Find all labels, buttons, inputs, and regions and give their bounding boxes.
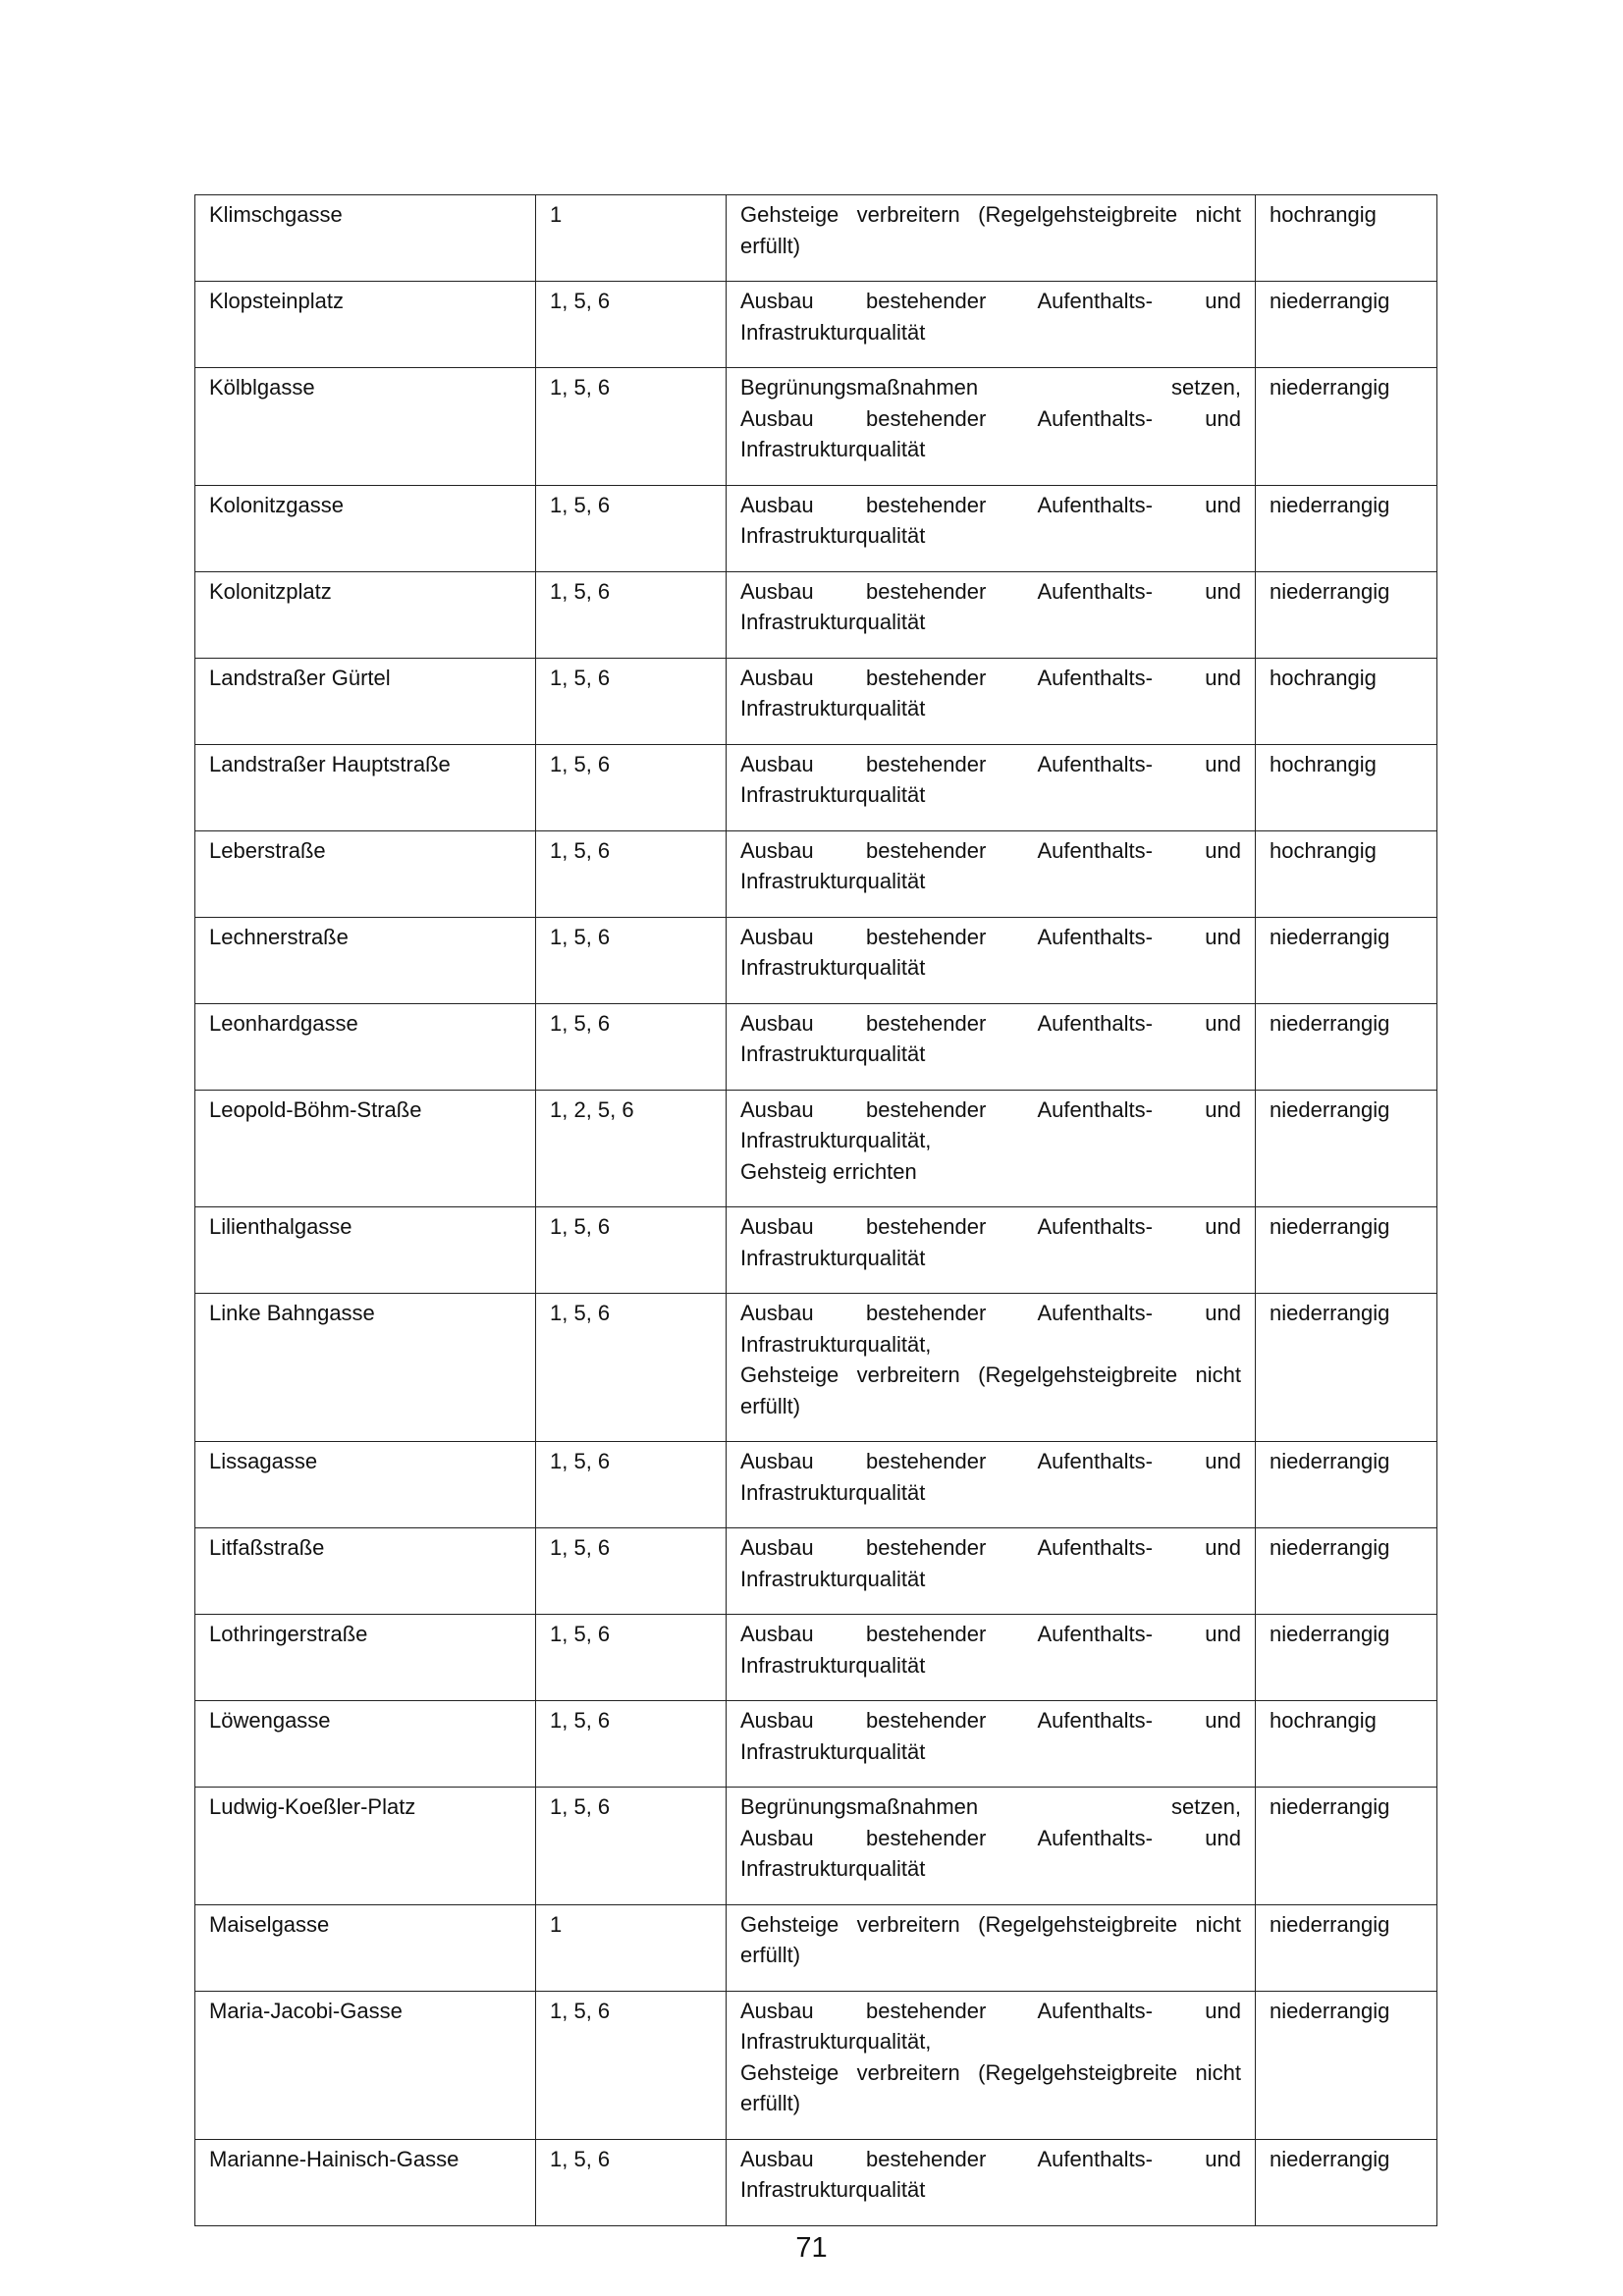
- criteria-codes-cell: 1, 5, 6: [536, 917, 727, 1003]
- street-name-cell: Lilienthalgasse: [195, 1207, 536, 1294]
- measure-line: Ausbau bestehender Aufenthalts- und: [740, 924, 1241, 949]
- measure-line: Ausbau bestehender Aufenthalts- und: [740, 289, 1241, 313]
- measure-line: Infrastrukturqualität,: [740, 1331, 932, 1357]
- street-name-cell: Leberstraße: [195, 830, 536, 917]
- measures-cell: [727, 282, 1256, 368]
- priority-cell: niederrangig: [1256, 1207, 1437, 1294]
- priority-cell: niederrangig: [1256, 1991, 1437, 2139]
- criteria-codes-cell: 1, 5, 6: [536, 1294, 727, 1442]
- measure-line: erfüllt): [740, 2091, 801, 2115]
- measure-line: erfüllt): [740, 1943, 801, 1967]
- measure-line: Ausbau bestehender Aufenthalts- und: [740, 2146, 1241, 2171]
- priority-cell: niederrangig: [1256, 1615, 1437, 1701]
- street-name-cell: Lothringerstraße: [195, 1615, 536, 1701]
- measure-line: Begrünungsmaßnahmen setzen,: [740, 1794, 1241, 1819]
- measure-line: Infrastrukturqualität: [740, 869, 926, 893]
- measure-line: Ausbau bestehender Aufenthalts- und: [740, 1096, 1241, 1122]
- table-row: [195, 1003, 1437, 1090]
- measure-line: Infrastrukturqualität: [740, 1738, 926, 1764]
- measure-line: Infrastrukturqualität: [740, 782, 926, 807]
- measures-cell: [727, 485, 1256, 571]
- street-name-cell: Linke Bahngasse: [195, 1294, 536, 1442]
- criteria-codes-cell: 1, 5, 6: [536, 571, 727, 658]
- street-name-cell: Lechnerstraße: [195, 917, 536, 1003]
- measures-cell: [727, 1207, 1256, 1294]
- priority-cell: hochrangig: [1256, 1701, 1437, 1788]
- street-name-cell: Lissagasse: [195, 1442, 536, 1528]
- measures-cell: [727, 1528, 1256, 1615]
- criteria-codes-cell: 1, 5, 6: [536, 1528, 727, 1615]
- street-name-cell: Löwengasse: [195, 1701, 536, 1788]
- measure-line: Ausbau bestehender Aufenthalts- und: [740, 1535, 1241, 1560]
- criteria-codes-cell: 1: [536, 1904, 727, 1991]
- criteria-codes-cell: 1, 5, 6: [536, 1991, 727, 2139]
- table-row: [195, 1788, 1437, 1905]
- measure-line: Infrastrukturqualität: [740, 319, 926, 345]
- priority-cell: niederrangig: [1256, 368, 1437, 486]
- street-name-cell: Maria-Jacobi-Gasse: [195, 1991, 536, 2139]
- measure-line: Ausbau bestehender Aufenthalts- und: [740, 1449, 1241, 1473]
- measures-table: [194, 194, 1437, 2226]
- measure-line: Ausbau bestehender Aufenthalts- und: [740, 1708, 1241, 1733]
- priority-cell: niederrangig: [1256, 1090, 1437, 1207]
- criteria-codes-cell: 1, 5, 6: [536, 2139, 727, 2225]
- criteria-codes-cell: 1, 5, 6: [536, 1788, 727, 1905]
- priority-cell: niederrangig: [1256, 1788, 1437, 1905]
- measures-cell: [727, 1090, 1256, 1207]
- table-row: [195, 1701, 1437, 1788]
- measure-line: Infrastrukturqualität: [740, 1041, 926, 1066]
- measures-cell: [727, 368, 1256, 486]
- measures-cell: [727, 830, 1256, 917]
- table-row: [195, 1090, 1437, 1207]
- priority-cell: hochrangig: [1256, 658, 1437, 744]
- measures-cell: [727, 1003, 1256, 1090]
- table-row: [195, 1904, 1437, 1991]
- table-row: [195, 368, 1437, 486]
- street-name-cell: Kolonitzplatz: [195, 571, 536, 658]
- street-name-cell: Klopsteinplatz: [195, 282, 536, 368]
- table-row: [195, 195, 1437, 282]
- measure-line: Infrastrukturqualität: [740, 437, 926, 461]
- measure-line: Infrastrukturqualität: [740, 696, 926, 721]
- measure-line: erfüllt): [740, 233, 801, 258]
- page-number: 71: [795, 2232, 828, 2264]
- measure-line: Ausbau bestehender Aufenthalts- und: [740, 751, 1241, 776]
- table-row: [195, 1528, 1437, 1615]
- measure-line: Infrastrukturqualität: [740, 1652, 926, 1678]
- table-row: [195, 1207, 1437, 1294]
- criteria-codes-cell: 1, 5, 6: [536, 1207, 727, 1294]
- measure-line: Gehsteige verbreitern (Regelgehsteigbreite nicht: [740, 1911, 1241, 1937]
- priority-cell: niederrangig: [1256, 1294, 1437, 1442]
- priority-cell: niederrangig: [1256, 1442, 1437, 1528]
- measure-line: Ausbau bestehender Aufenthalts- und: [740, 1998, 1241, 2023]
- measure-line: Gehsteige verbreitern (Regelgehsteigbreite nicht: [740, 2059, 1241, 2085]
- priority-cell: niederrangig: [1256, 485, 1437, 571]
- measure-line: Infrastrukturqualität: [740, 955, 926, 980]
- measures-cell: [727, 1294, 1256, 1442]
- criteria-codes-cell: 1, 5, 6: [536, 282, 727, 368]
- measure-line: Infrastrukturqualität: [740, 610, 926, 634]
- measure-line: Begrünungsmaßnahmen setzen,: [740, 375, 1241, 400]
- table-row: [195, 830, 1437, 917]
- priority-cell: niederrangig: [1256, 1003, 1437, 1090]
- measures-cell: [727, 658, 1256, 744]
- criteria-codes-cell: 1, 5, 6: [536, 485, 727, 571]
- priority-cell: hochrangig: [1256, 744, 1437, 830]
- measure-line: Ausbau bestehender Aufenthalts- und: [740, 1214, 1241, 1239]
- priority-cell: hochrangig: [1256, 830, 1437, 917]
- measure-line: Gehsteige verbreitern (Regelgehsteigbreite nicht: [740, 202, 1241, 227]
- street-name-cell: Kolonitzgasse: [195, 485, 536, 571]
- priority-cell: niederrangig: [1256, 2139, 1437, 2225]
- table-row: [195, 1991, 1437, 2139]
- street-name-cell: Klimschgasse: [195, 195, 536, 282]
- street-name-cell: Leopold-Böhm-Straße: [195, 1090, 536, 1207]
- table-row: [195, 485, 1437, 571]
- table-row: [195, 2139, 1437, 2225]
- table-row: [195, 744, 1437, 830]
- street-name-cell: Litfaßstraße: [195, 1528, 536, 1615]
- measure-line: erfüllt): [740, 1393, 801, 1418]
- measures-cell: [727, 2139, 1256, 2225]
- measure-line: Infrastrukturqualität,: [740, 1128, 932, 1152]
- priority-cell: niederrangig: [1256, 1528, 1437, 1615]
- street-name-cell: Landstraßer Hauptstraße: [195, 744, 536, 830]
- measures-cell: [727, 195, 1256, 282]
- measure-line: Gehsteig errichten: [740, 1158, 917, 1184]
- street-name-cell: Kölblgasse: [195, 368, 536, 486]
- criteria-codes-cell: 1, 5, 6: [536, 1701, 727, 1788]
- priority-cell: niederrangig: [1256, 282, 1437, 368]
- measure-line: Ausbau bestehender Aufenthalts- und: [740, 578, 1241, 604]
- measure-line: Ausbau bestehender Aufenthalts- und: [740, 1622, 1241, 1646]
- measure-line: Ausbau bestehender Aufenthalts- und: [740, 1301, 1241, 1325]
- measure-line: Ausbau bestehender Aufenthalts- und: [740, 1825, 1241, 1850]
- street-name-cell: Marianne-Hainisch-Gasse: [195, 2139, 536, 2225]
- table-row: [195, 1615, 1437, 1701]
- criteria-codes-cell: 1, 5, 6: [536, 658, 727, 744]
- measure-line: Ausbau bestehender Aufenthalts- und: [740, 492, 1241, 517]
- measures-cell: [727, 1701, 1256, 1788]
- criteria-codes-cell: 1, 5, 6: [536, 1003, 727, 1090]
- measure-line: Infrastrukturqualität: [740, 2177, 926, 2202]
- measure-line: Ausbau bestehender Aufenthalts- und: [740, 405, 1241, 431]
- measures-cell: [727, 1991, 1256, 2139]
- measure-line: Infrastrukturqualität: [740, 1245, 926, 1270]
- criteria-codes-cell: 1, 5, 6: [536, 744, 727, 830]
- measure-line: Infrastrukturqualität: [740, 523, 926, 548]
- measure-line: Infrastrukturqualität: [740, 1479, 926, 1505]
- criteria-codes-cell: 1, 5, 6: [536, 1615, 727, 1701]
- street-name-cell: Leonhardgasse: [195, 1003, 536, 1090]
- criteria-codes-cell: 1: [536, 195, 727, 282]
- criteria-codes-cell: 1, 5, 6: [536, 368, 727, 486]
- priority-cell: niederrangig: [1256, 1904, 1437, 1991]
- priority-cell: niederrangig: [1256, 571, 1437, 658]
- table-row: [195, 1294, 1437, 1442]
- criteria-codes-cell: 1, 5, 6: [536, 830, 727, 917]
- measures-cell: [727, 1788, 1256, 1905]
- table-row: [195, 571, 1437, 658]
- measures-cell: [727, 1442, 1256, 1528]
- table-body: [195, 195, 1437, 2226]
- measure-line: Infrastrukturqualität,: [740, 2029, 932, 2054]
- street-name-cell: Maiselgasse: [195, 1904, 536, 1991]
- criteria-codes-cell: 1, 2, 5, 6: [536, 1090, 727, 1207]
- table-row: [195, 282, 1437, 368]
- measure-line: Ausbau bestehender Aufenthalts- und: [740, 1010, 1241, 1036]
- table-row: [195, 1442, 1437, 1528]
- measure-line: Ausbau bestehender Aufenthalts- und: [740, 837, 1241, 863]
- street-name-cell: Ludwig-Koeßler-Platz: [195, 1788, 536, 1905]
- priority-cell: hochrangig: [1256, 195, 1437, 282]
- measures-cell: [727, 744, 1256, 830]
- table-row: [195, 917, 1437, 1003]
- measures-cell: [727, 1904, 1256, 1991]
- priority-cell: niederrangig: [1256, 917, 1437, 1003]
- criteria-codes-cell: 1, 5, 6: [536, 1442, 727, 1528]
- measures-cell: [727, 917, 1256, 1003]
- table-row: [195, 658, 1437, 744]
- measures-cell: [727, 1615, 1256, 1701]
- measures-cell: [727, 571, 1256, 658]
- measure-line: Gehsteige verbreitern (Regelgehsteigbreite nicht: [740, 1362, 1241, 1387]
- measure-line: Infrastrukturqualität: [740, 1856, 926, 1881]
- measure-line: Ausbau bestehender Aufenthalts- und: [740, 665, 1241, 690]
- measure-line: Infrastrukturqualität: [740, 1566, 926, 1591]
- street-name-cell: Landstraßer Gürtel: [195, 658, 536, 744]
